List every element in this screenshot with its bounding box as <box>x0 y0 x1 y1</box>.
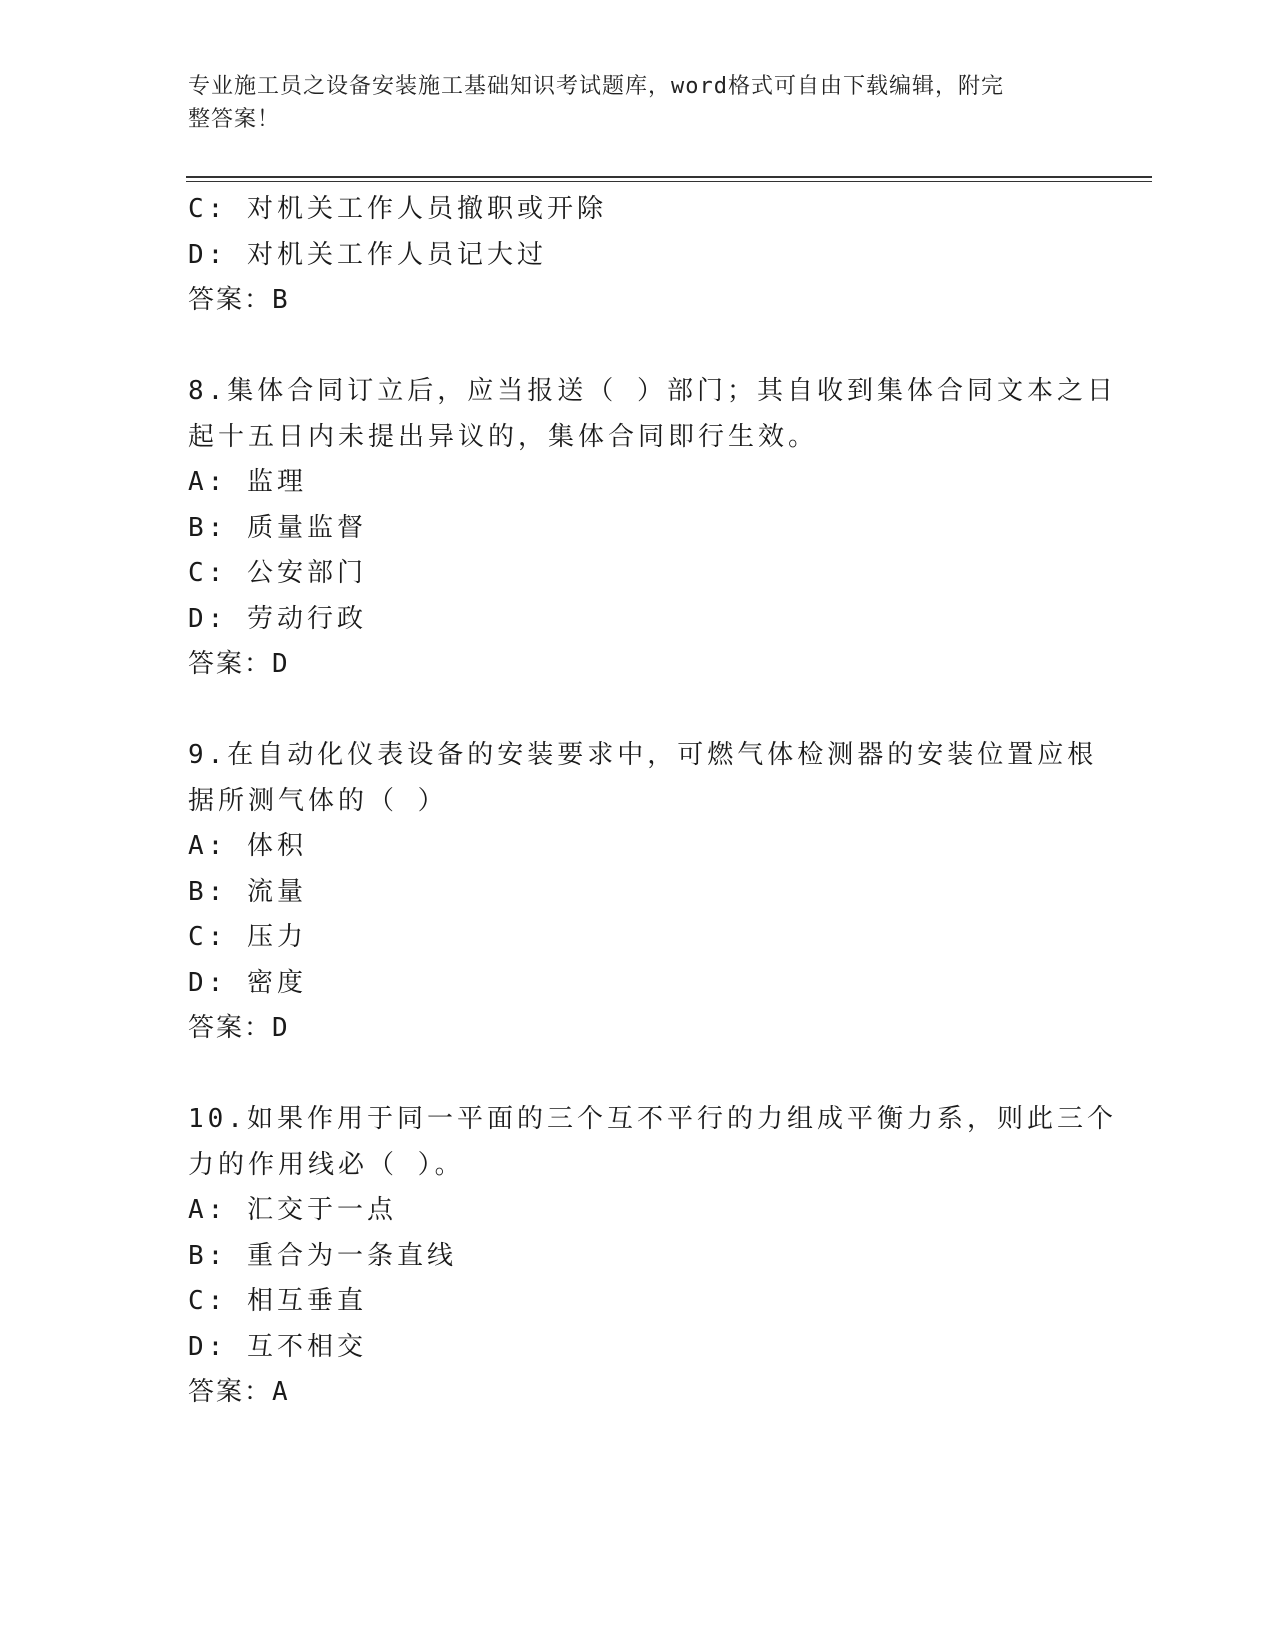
option-b: B: 质量监督 <box>188 512 367 543</box>
question-stem-continued: 力的作用线必（ ）。 <box>188 1149 465 1180</box>
header-divider-thin <box>186 181 1152 182</box>
question-stem-continued: 起十五日内未提出异议的，集体合同即行生效。 <box>188 421 819 452</box>
header-line-2: 整答案！ <box>188 107 281 132</box>
option-c: C: 相互垂直 <box>188 1286 367 1316</box>
header-line-1: 专业施工员之设备安装施工基础知识考试题库，word格式可自由下载编辑，附完 <box>188 74 1004 99</box>
option-d: D: 劳动行政 <box>188 603 367 634</box>
option-c: C: 压力 <box>188 922 307 952</box>
spacer <box>188 1052 1088 1098</box>
answer-line: 答案：A <box>188 1377 290 1407</box>
question-block <box>188 369 1117 688</box>
header-divider-thick <box>186 176 1152 178</box>
option-c: C: 对机关工作人员撤职或开除 <box>188 194 607 224</box>
answer-line: 答案：B <box>188 285 290 315</box>
question-stem: 10.如果作用于同一平面的三个互不平行的力组成平衡力系，则此三个 <box>188 1104 1117 1134</box>
spacer <box>188 688 1088 734</box>
question-content <box>188 187 1117 1416</box>
page-header <box>188 70 1068 136</box>
option-b: B: 重合为一条直线 <box>188 1240 457 1271</box>
question-stem: 8.集体合同订立后，应当报送（ ）部门；其自收到集体合同文本之日 <box>188 376 1117 406</box>
question-stem-continued: 据所测气体的（ ） <box>188 785 448 816</box>
option-c: C: 公安部门 <box>188 558 367 588</box>
question-block <box>188 1097 1117 1416</box>
question-block <box>188 733 1098 1052</box>
option-a: A: 体积 <box>188 831 307 861</box>
option-a: A: 汇交于一点 <box>188 1195 397 1225</box>
option-a: A: 监理 <box>188 467 307 497</box>
question-stem: 9.在自动化仪表设备的安装要求中，可燃气体检测器的安装位置应根 <box>188 740 1098 770</box>
spacer <box>188 324 1088 370</box>
answer-line: 答案：D <box>188 1013 290 1043</box>
option-d: D: 密度 <box>188 967 307 998</box>
option-d: D: 对机关工作人员记大过 <box>188 239 547 270</box>
option-d: D: 互不相交 <box>188 1331 367 1362</box>
answer-line: 答案：D <box>188 649 290 679</box>
option-b: B: 流量 <box>188 876 307 907</box>
